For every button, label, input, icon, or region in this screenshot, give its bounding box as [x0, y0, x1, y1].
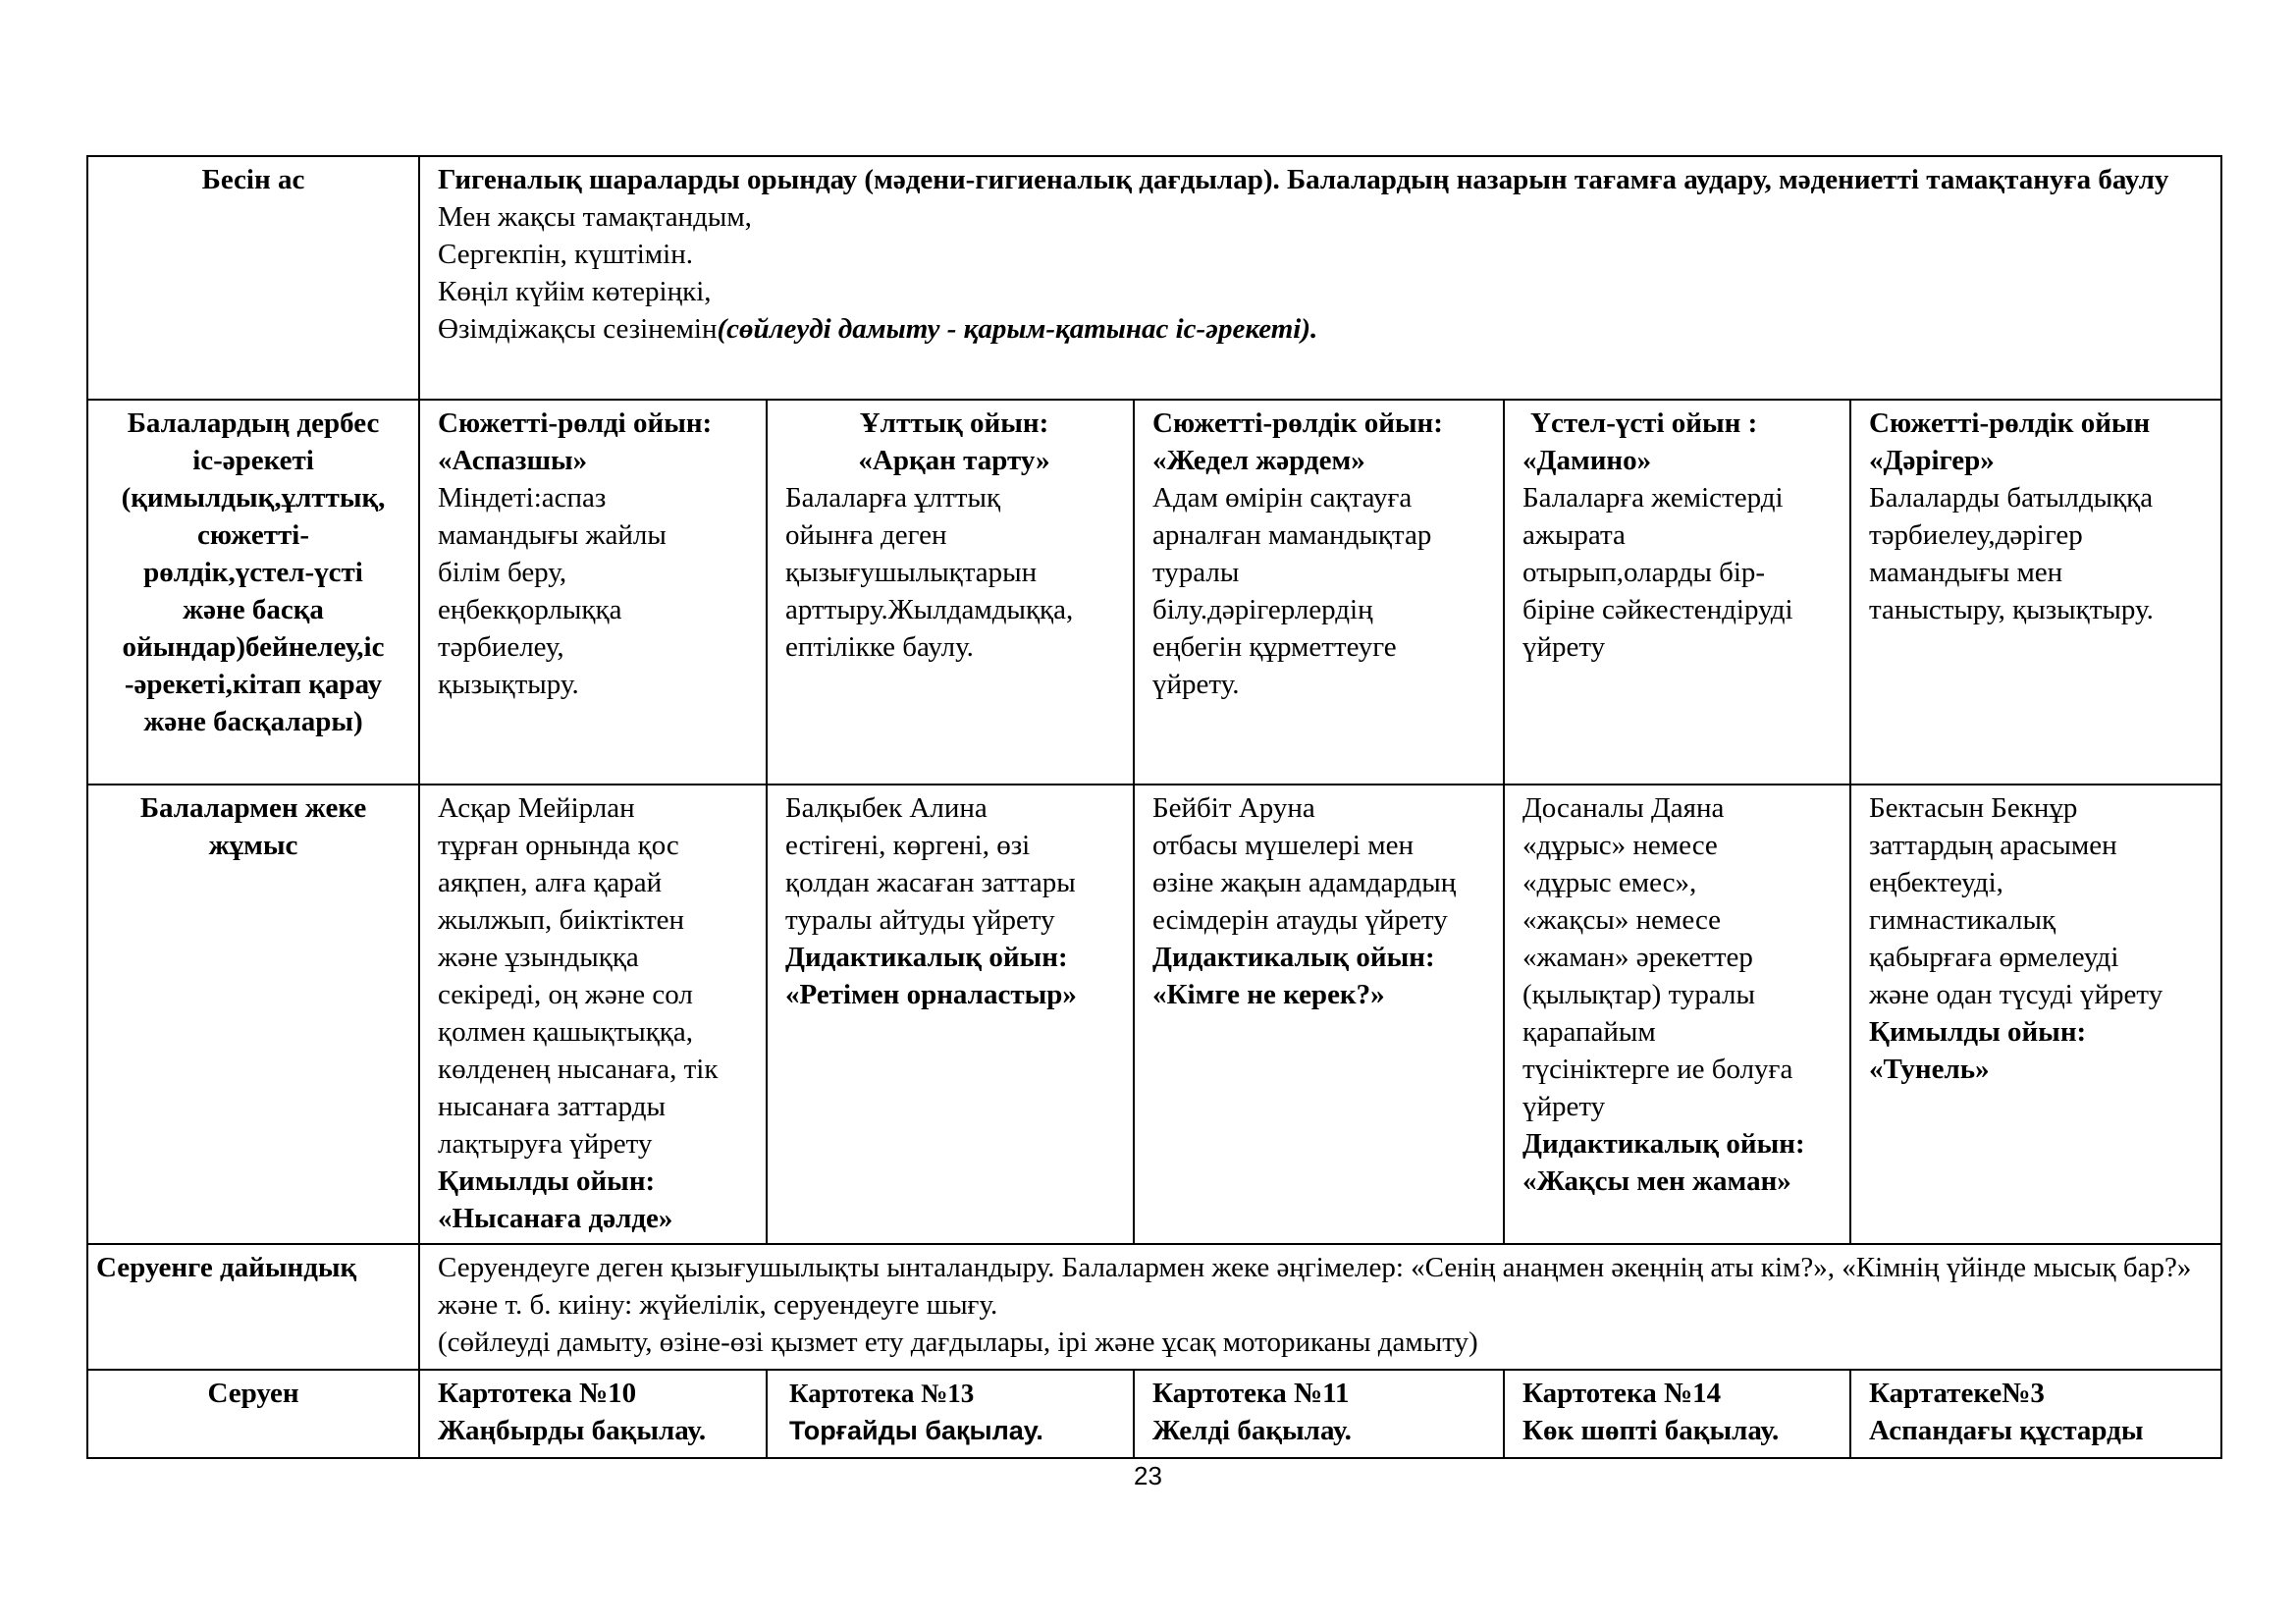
- row-label-individual-work: [87, 785, 419, 1244]
- activity-subtitle: «Дамино»: [1522, 445, 1652, 476]
- individual-text-line: «дұрыс емес»,: [1522, 867, 1697, 898]
- individual-text-line: тұрған орнында қос: [438, 830, 679, 861]
- individual-text-line: туралы айтуды үйрету: [785, 904, 1055, 936]
- activity-cell-day-5: [1850, 400, 2221, 785]
- game-type: Қимылды ойын:: [1869, 1016, 2087, 1048]
- individual-text-line: қолдан жасаған заттары: [785, 867, 1076, 898]
- individual-text-line: қолмен қашықтыққа,: [438, 1016, 693, 1048]
- activity-text-line: қызықтыру.: [438, 669, 579, 700]
- individual-cell-day-4: [1504, 785, 1850, 1244]
- page-number: 23: [1134, 1461, 1162, 1490]
- row-label-walk: Серуен: [87, 1370, 419, 1458]
- activity-title: Сюжетті-рөлдік ойын: [1869, 407, 2151, 439]
- activity-text-line: Балаларға жемістерді: [1522, 482, 1784, 514]
- walk-preparation-note: (сөйлеуді дамыту, өзіне-өзі қызмет ету дағдылары, ірі және ұсақ моториканы дамыту): [438, 1326, 1478, 1358]
- individual-text-line: аяқпен, алға қарай: [438, 867, 663, 898]
- activity-text-line: тәрбиелеу,дәрігер: [1869, 519, 2083, 551]
- poem-line: Мен жақсы тамақтандым,: [438, 201, 752, 233]
- activity-title: Ұлттық ойын:: [859, 407, 1049, 439]
- activity-text-line: арттыру.Жылдамдыққа,: [785, 594, 1074, 625]
- row-label-line: іс-әрекеті: [192, 445, 314, 476]
- walk-cell-day-5: [1850, 1370, 2221, 1458]
- game-name: «Кімге не керек?»: [1152, 979, 1385, 1010]
- row-label-line: жұмыс: [208, 830, 298, 861]
- activity-title: Сюжетті-рөлді ойын:: [438, 407, 713, 439]
- individual-text-line: қарапайым: [1522, 1016, 1656, 1048]
- observation-topic: Желді бақылау.: [1152, 1415, 1352, 1446]
- activity-area-note: (сөйлеуді дамыту - қарым-қатынас іс-әрекеті).: [717, 313, 1318, 345]
- row-label-line: рөлдік,үстел-үсті: [143, 557, 363, 588]
- activity-cell-day-3: [1134, 400, 1504, 785]
- row-label-afternoon-meal: Бесін ас: [87, 156, 419, 400]
- activity-text-line: ептілікке баулу.: [785, 631, 974, 663]
- poem-last-line-text: Өзімдіжақсы сезінемін: [438, 313, 718, 345]
- daily-plan-table: [86, 155, 2222, 1459]
- activity-text-line: ойынға деген: [785, 519, 947, 551]
- activity-text-line: Балаларға ұлттық: [785, 482, 1001, 514]
- activity-cell-day-1: [419, 400, 767, 785]
- individual-text-line: заттардың арасымен: [1869, 830, 2117, 861]
- observation-topic: Торғайды бақылау.: [789, 1416, 1043, 1445]
- individual-text-line: Балқыбек Алина: [785, 792, 988, 824]
- row-label-line: ойындар)бейнелеу,іс: [122, 631, 385, 663]
- activity-text-line: білу.дәрігерлердің: [1152, 594, 1373, 625]
- activity-text-line: ажырата: [1522, 519, 1626, 551]
- activity-text-line: Міндеті:аспаз: [438, 482, 607, 514]
- row-label-line: және басқалары): [143, 706, 363, 737]
- individual-text-line: қабырғаға өрмелеуді: [1869, 942, 2119, 973]
- activity-subtitle: «Дәрігер»: [1869, 445, 1995, 476]
- card-number: Картотека №14: [1522, 1378, 1722, 1409]
- row-label-independent-activity: [87, 400, 419, 785]
- poem-line: Көңіл күйім көтеріңкі,: [438, 276, 712, 307]
- game-type: Дидактикалық ойын:: [785, 942, 1068, 973]
- game-type: Дидактикалық ойын:: [1522, 1128, 1805, 1160]
- individual-text-line: есімдерін атауды үйрету: [1152, 904, 1448, 936]
- activity-text-line: Балаларды батылдыққа: [1869, 482, 2154, 514]
- individual-text-line: Асқар Мейірлан: [438, 792, 635, 824]
- individual-text-line: еңбектеуді,: [1869, 867, 2003, 898]
- game-name: «Жақсы мен жаман»: [1522, 1165, 1791, 1197]
- row-independent-activity: [87, 400, 2221, 785]
- row-label-line: Балалармен жеке: [139, 792, 367, 824]
- individual-text-line: гимнастикалық: [1869, 904, 2056, 936]
- card-number: Картатеке№3: [1869, 1378, 2045, 1409]
- activity-text-line: еңбегін құрметтеуге: [1152, 631, 1397, 663]
- activity-text-line: туралы: [1152, 557, 1240, 588]
- row-label-line: Балалардың дербес: [127, 407, 380, 439]
- game-type: Дидактикалық ойын:: [1152, 942, 1435, 973]
- individual-text-line: және ұзындыққа: [438, 942, 639, 973]
- activity-text-line: Адам өмірін сақтауға: [1152, 482, 1413, 514]
- individual-cell-day-3: [1134, 785, 1504, 1244]
- activity-cell-day-4: [1504, 400, 1850, 785]
- row-walk-preparation: [87, 1244, 2221, 1370]
- observation-topic: Жаңбырды бақылау.: [438, 1415, 707, 1446]
- row-label-line: -әрекеті,кітап қарау: [124, 669, 383, 700]
- game-type: Қимылды ойын:: [438, 1165, 656, 1197]
- individual-text-line: Бейбіт Аруна: [1152, 792, 1315, 824]
- activity-text-line: таныстыру, қызықтыру.: [1869, 594, 2154, 625]
- individual-text-line: лақтыруға үйрету: [438, 1128, 653, 1160]
- activity-text-line: үйрету.: [1152, 669, 1240, 700]
- individual-text-line: нысанаға заттарды: [438, 1091, 667, 1122]
- game-name: «Тунель»: [1869, 1054, 1990, 1085]
- activity-cell-day-2: [767, 400, 1134, 785]
- individual-text-line: секіреді, оң және сол: [438, 979, 693, 1010]
- individual-text-line: Досаналы Даяна: [1522, 792, 1725, 824]
- poem-last-line: [438, 310, 2211, 348]
- individual-text-line: «жаман» әрекеттер: [1522, 942, 1753, 973]
- individual-cell-day-2: [767, 785, 1134, 1244]
- activity-subtitle: «Аспазшы»: [438, 445, 588, 476]
- card-number: Картотека №11: [1152, 1378, 1350, 1409]
- individual-cell-day-5: [1850, 785, 2221, 1244]
- walk-cell-day-2: [767, 1370, 1134, 1458]
- row-label-line: және басқа: [183, 594, 324, 625]
- activity-text-line: отырып,оларды бір-: [1522, 557, 1766, 588]
- individual-text-line: түсініктерге ие болуға: [1522, 1054, 1793, 1085]
- observation-topic: Көк шөпті бақылау.: [1522, 1415, 1780, 1446]
- activity-text-line: білім беру,: [438, 557, 567, 588]
- game-name: «Нысанаға дәлде»: [438, 1203, 673, 1234]
- activity-text-line: үйрету: [1522, 631, 1606, 663]
- activity-text-line: тәрбиелеу,: [438, 631, 564, 663]
- row-afternoon-meal: [87, 156, 2221, 400]
- individual-text-line: үйрету: [1522, 1091, 1606, 1122]
- game-name: «Ретімен орналастыр»: [785, 979, 1077, 1010]
- activity-subtitle: «Жедел жәрдем»: [1152, 445, 1365, 476]
- row-individual-work: [87, 785, 2221, 1244]
- observation-topic: Аспандағы құстарды: [1869, 1415, 2144, 1446]
- walk-cell-day-1: [419, 1370, 767, 1458]
- individual-text-line: және одан түсуді үйрету: [1869, 979, 2163, 1010]
- row-label-walk-preparation: Серуенге дайындық: [87, 1244, 419, 1370]
- activity-title: Үстел-үсті ойын :: [1530, 407, 1758, 439]
- individual-text-line: өзіне жақын адамдардың: [1152, 867, 1457, 898]
- card-number: Картотека №10: [438, 1378, 637, 1409]
- individual-text-line: көлденең нысанаға, тік: [438, 1054, 719, 1085]
- individual-text-line: (қылықтар) туралы: [1522, 979, 1755, 1010]
- individual-text-line: естігені, көргені, өзі: [785, 830, 1031, 861]
- individual-cell-day-1: [419, 785, 767, 1244]
- activity-text-line: еңбекқорлыққа: [438, 594, 622, 625]
- individual-text-line: «дұрыс» немесе: [1522, 830, 1718, 861]
- individual-text-line: Бектасын Бекнұр: [1869, 792, 2078, 824]
- row-label-line: (қимылдық,ұлттық,: [121, 482, 386, 514]
- individual-text-line: отбасы мүшелері мен: [1152, 830, 1414, 861]
- activity-subtitle: «Арқан тарту»: [858, 445, 1050, 476]
- activity-text-line: біріне сәйкестендіруді: [1522, 594, 1793, 625]
- row-walk: [87, 1370, 2221, 1458]
- walk-preparation-content: [419, 1244, 2221, 1370]
- walk-cell-day-4: [1504, 1370, 1850, 1458]
- activity-text-line: мамандығы жайлы: [438, 519, 667, 551]
- row-label-line: сюжетті-: [196, 519, 310, 551]
- activity-title: Сюжетті-рөлдік ойын:: [1152, 407, 1443, 439]
- activity-text-line: қызығушылықтарын: [785, 557, 1038, 588]
- activity-text-line: мамандығы мен: [1869, 557, 2063, 588]
- poem-line: Сергекпін, күштімін.: [438, 239, 693, 270]
- walk-preparation-text: Серуендеуге деген қызығушылықты ынталандыру. Балалармен жеке әңгімелер: «Сенің анаңмен әкеңнің аты кім?», «Кімнің үйінде мысық бар?» және т. б. киіну: жүйелілік, серуендеуге шығу.: [438, 1252, 2192, 1321]
- afternoon-meal-heading: Гигеналық шараларды орындау (мәдени-гигиеналық дағдылар). Балалардың назарын тағамға аудару, мәдениетті тамақтануға баулу: [438, 164, 2169, 195]
- afternoon-meal-content: [419, 156, 2221, 400]
- card-number: Картотека №13: [789, 1379, 975, 1408]
- individual-text-line: «жақсы» немесе: [1522, 904, 1722, 936]
- walk-cell-day-3: [1134, 1370, 1504, 1458]
- activity-text-line: арналған мамандықтар: [1152, 519, 1432, 551]
- individual-text-line: жылжып, биіктіктен: [438, 904, 685, 936]
